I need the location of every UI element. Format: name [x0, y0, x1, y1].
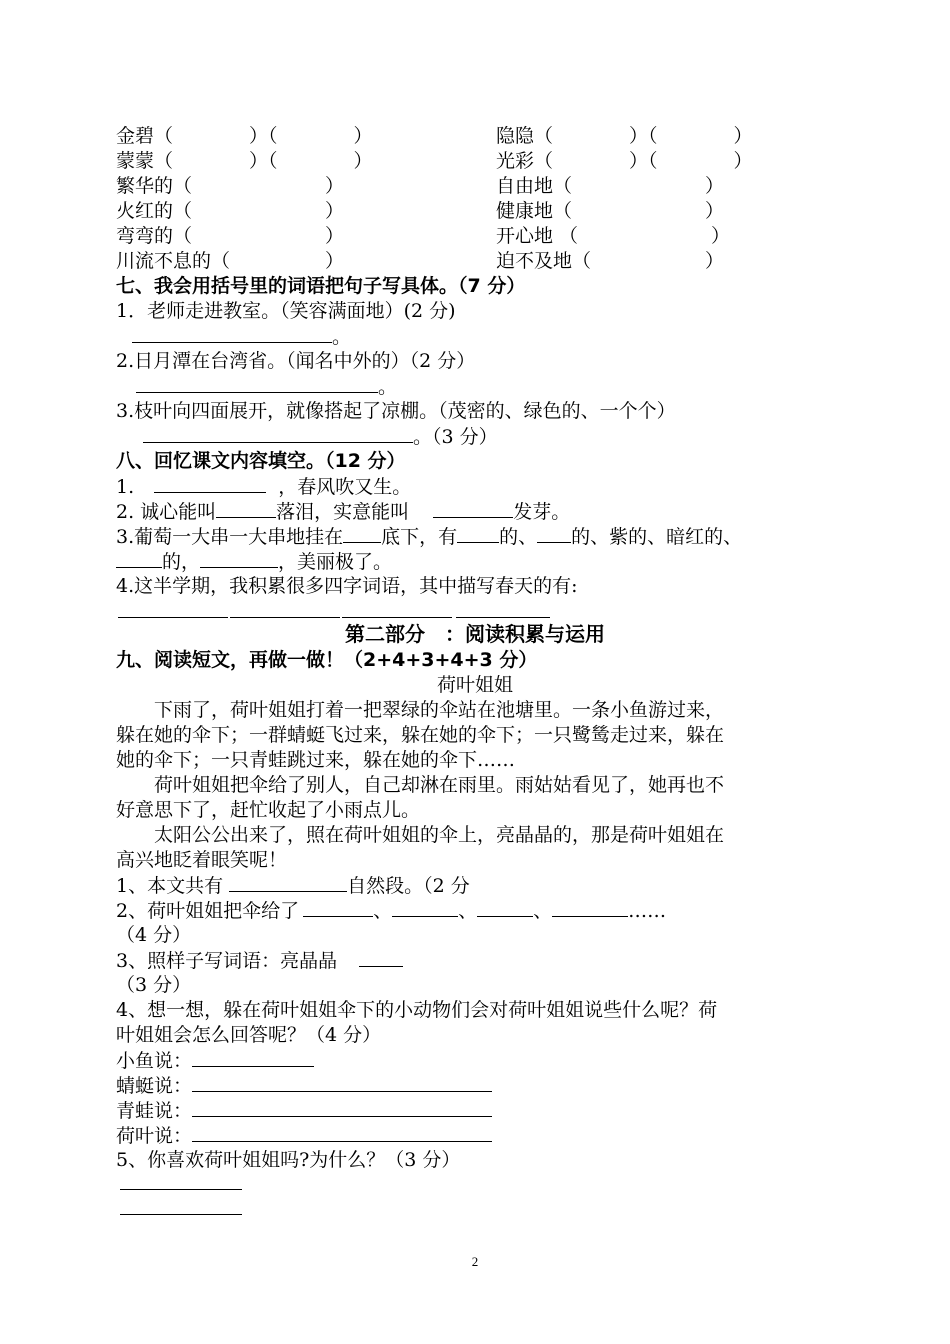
question-text: 的， ，美丽极了。 [116, 549, 392, 575]
answer-line[interactable] [120, 1213, 242, 1215]
fill-blank[interactable] [200, 549, 278, 568]
question-text: 1．老师走进教室。（笑容满面地）(2 分) [116, 300, 456, 322]
speaker-line: 蜻蜓说： [116, 1073, 492, 1099]
question-text: 2.日月潭在台湾省。（闻名中外的）（2 分） [116, 350, 476, 372]
fill-blank[interactable] [343, 524, 381, 543]
question-text: 2、荷叶姐姐把伞给了 、 、 、 …… [116, 900, 667, 922]
fill-blank[interactable] [392, 898, 458, 917]
vocab-row: 开心地 （ ） [496, 225, 731, 247]
fill-blank[interactable] [192, 1073, 492, 1092]
answer-line[interactable]: 。 [132, 324, 351, 350]
passage-line: 好意思下了，赶忙收起了小雨点儿。 [116, 799, 421, 821]
passage-line: 下雨了，荷叶姐姐打着一把翠绿的伞站在池塘里。一条小鱼游过来， [116, 699, 725, 721]
question-text: 3.葡萄一大串一大串地挂在 底下，有 的、 的、紫的、暗红的、 [116, 526, 743, 548]
answer-line[interactable] [118, 616, 228, 618]
speaker-line: 荷叶说： [116, 1123, 492, 1149]
fill-blank[interactable] [457, 524, 499, 543]
fill-blank[interactable] [537, 524, 571, 543]
answer-line[interactable] [456, 616, 550, 618]
score-text: （4 分） [116, 924, 192, 946]
question-text: 1、本文共有 自然段。（2 分 [116, 875, 470, 897]
question-text: 3、照样子写词语：亮晶晶 [116, 948, 403, 974]
vocab-row: 繁华的（ ） [116, 175, 345, 197]
answer-line[interactable] [342, 616, 452, 618]
page-number: 2 [471, 1254, 479, 1269]
section-heading: 九、阅读短文，再做一做！（2+4+3+4+3 分） [116, 649, 538, 671]
fill-blank[interactable] [359, 948, 403, 967]
fill-blank[interactable] [192, 1098, 492, 1117]
question-text: 5、你喜欢荷叶姐姐吗?为什么？（3 分） [116, 1149, 461, 1171]
vocab-row: 弯弯的（ ） [116, 225, 345, 247]
answer-line[interactable]: 。 [136, 374, 397, 400]
section-heading: 七、我会用括号里的词语把句子写具体。（7 分） [116, 275, 526, 297]
vocab-row: 川流不息的（ ） [116, 250, 345, 272]
question-text: 2. 诚心能叫 落泪，实意能叫 发芽。 [116, 501, 571, 523]
question-text: 1. ，春风吹又生。 [116, 476, 412, 498]
vocab-row: 迫不及地（ ） [496, 250, 725, 272]
passage-title: 荷叶姐姐 [436, 674, 513, 696]
vocab-row: 金碧（ ）（ ） [116, 125, 373, 147]
speaker-line: 小鱼说： [116, 1048, 314, 1074]
question-text: 4、想一想，躲在荷叶姐姐伞下的小动物们会对荷叶姐姐说些什么呢？荷 [116, 999, 718, 1021]
fill-blank[interactable] [154, 474, 266, 493]
part-title: 第二部分 ：阅读积累与运用 [345, 622, 605, 646]
fill-blank[interactable] [433, 499, 513, 518]
answer-line[interactable] [120, 1188, 242, 1190]
speaker-line: 青蛙说： [116, 1098, 492, 1124]
passage-line: 她的伞下；一只青蛙跳过来，躲在她的伞下…… [116, 749, 516, 771]
fill-blank[interactable] [552, 898, 628, 917]
fill-blank[interactable] [216, 499, 276, 518]
passage-line: 荷叶姐姐把伞给了别人，自己却淋在雨里。雨姑姑看见了，她再也不 [116, 774, 725, 796]
fill-blank[interactable] [477, 898, 533, 917]
vocab-row: 隐隐（ ）（ ） [496, 125, 753, 147]
vocab-row: 自由地（ ） [496, 175, 725, 197]
answer-line[interactable] [230, 616, 340, 618]
question-text: 叶姐姐会怎么回答呢？（4 分） [116, 1024, 382, 1046]
fill-blank[interactable] [303, 898, 373, 917]
passage-line: 高兴地眨着眼笑呢！ [116, 849, 288, 871]
vocab-row: 蒙蒙（ ）（ ） [116, 150, 373, 172]
fill-blank[interactable] [192, 1048, 314, 1067]
answer-line[interactable]: 。（3 分） [143, 424, 498, 450]
vocab-row: 健康地（ ） [496, 200, 725, 222]
fill-blank[interactable] [116, 549, 162, 568]
vocab-row: 光彩（ ）（ ） [496, 150, 753, 172]
section-heading: 八、回忆课文内容填空。（12 分） [116, 450, 406, 472]
score-text: （3 分） [116, 974, 192, 996]
question-text: 4.这半学期，我积累很多四字词语，其中描写春天的有: [116, 575, 578, 597]
passage-line: 躲在她的伞下；一群蜻蜓飞过来，躲在她的伞下；一只鹭鸶走过来，躲在 [116, 724, 725, 746]
vocab-row: 火红的（ ） [116, 200, 345, 222]
fill-blank[interactable] [229, 873, 347, 892]
passage-line: 太阳公公出来了，照在荷叶姐姐的伞上，亮晶晶的，那是荷叶姐姐在 [116, 824, 725, 846]
fill-blank[interactable] [192, 1123, 492, 1142]
question-text: 3.枝叶向四面展开，就像搭起了凉棚。（茂密的、绿色的、一个个） [116, 400, 676, 422]
